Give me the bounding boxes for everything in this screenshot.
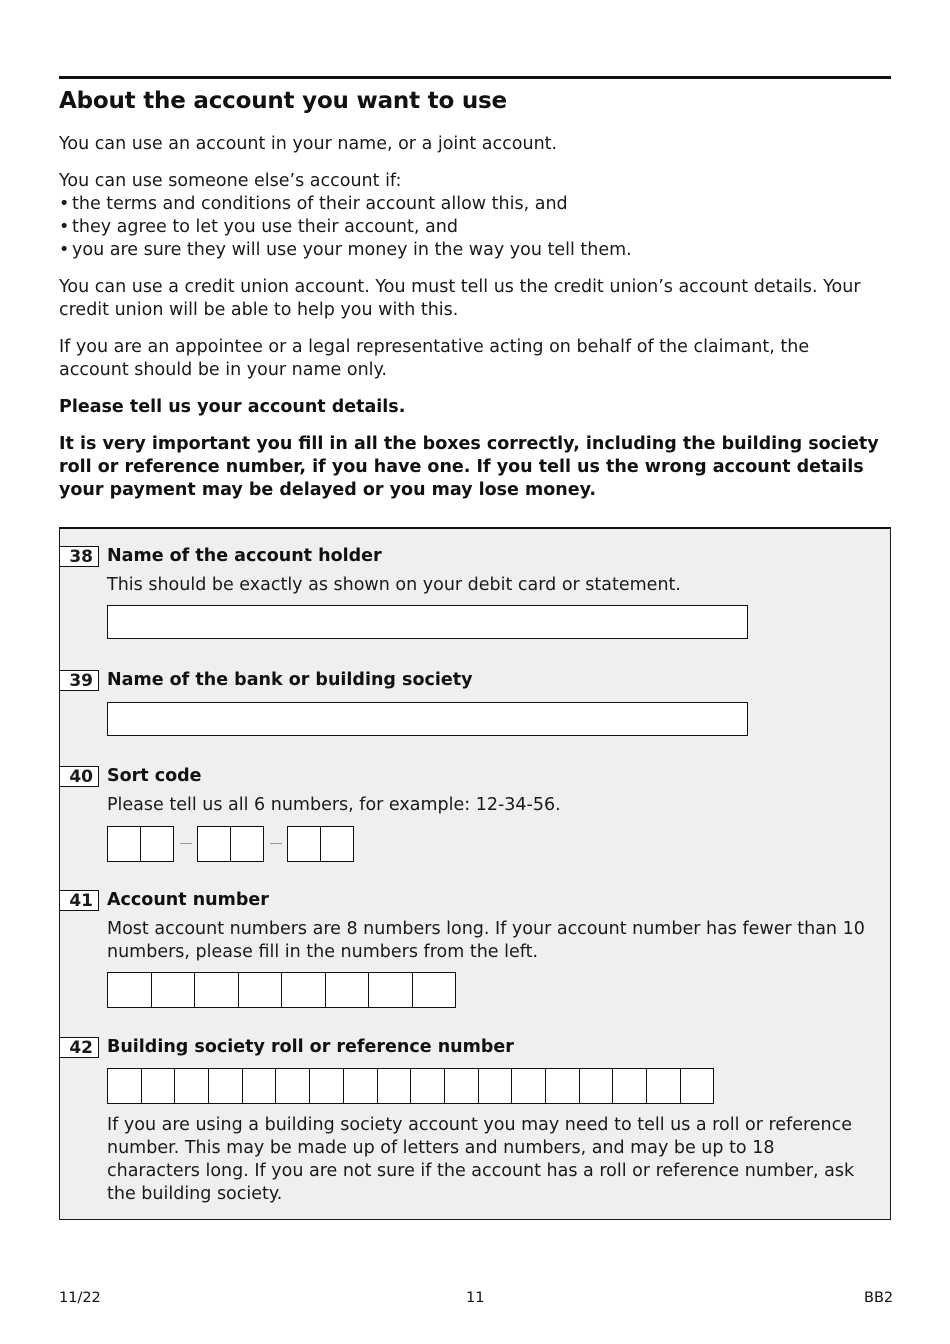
intro-paragraph: You can use someone else’s account if: (59, 171, 402, 191)
account-number-digit[interactable] (107, 972, 152, 1008)
account-holder-name-input[interactable] (107, 605, 748, 639)
roll-number-char[interactable] (343, 1068, 378, 1104)
roll-number-field (107, 1068, 714, 1104)
footer-page-number: 11 (466, 1290, 485, 1306)
roll-number-char[interactable] (275, 1068, 310, 1104)
question-help-38: This should be exactly as shown on your debit card or statement. (107, 575, 681, 595)
roll-number-char[interactable] (410, 1068, 445, 1104)
account-number-digit[interactable] (412, 972, 457, 1008)
question-help-40: Please tell us all 6 numbers, for example: 12-34-56. (107, 795, 561, 815)
sort-code-field (107, 826, 354, 862)
account-number-digit[interactable] (325, 972, 370, 1008)
roll-number-char[interactable] (309, 1068, 344, 1104)
page-title: About the account you want to use (59, 88, 507, 114)
intro-text (59, 133, 879, 516)
intro-paragraph: You can use an account in your name, or a joint account. (59, 134, 558, 154)
question-number-42: 42 (60, 1037, 99, 1058)
dash-separator (174, 826, 198, 862)
account-number-digit[interactable] (151, 972, 196, 1008)
sort-code-digit[interactable] (320, 826, 354, 862)
dash-separator (264, 826, 288, 862)
roll-number-char[interactable] (545, 1068, 580, 1104)
warning-text: It is very important you fill in all the boxes correctly, including the building society roll or reference number, if you have one. If you tell us the wrong account details your payment may be delayed or you may lose money. (59, 434, 879, 500)
question-label-40: Sort code (107, 766, 202, 786)
intro-paragraph: You can use a credit union account. You must tell us the credit union’s account details. Your credit union will be able to help you with this. (59, 277, 861, 320)
roll-number-char[interactable] (680, 1068, 715, 1104)
roll-number-char[interactable] (511, 1068, 546, 1104)
question-number-39: 39 (60, 670, 99, 691)
footer-date: 11/22 (59, 1290, 101, 1306)
account-details-panel (59, 527, 891, 1220)
sort-code-digit[interactable] (230, 826, 264, 862)
account-number-digit[interactable] (368, 972, 413, 1008)
roll-number-char[interactable] (444, 1068, 479, 1104)
question-help-42: If you are using a building society account you may need to tell us a roll or reference number. This may be made up of letters and numbers, and may be up to 18 characters long. If you are not sure if the account has a roll or reference number, ask the building society. (107, 1115, 855, 1204)
question-label-42: Building society roll or reference number (107, 1037, 514, 1057)
roll-number-char[interactable] (141, 1068, 176, 1104)
roll-number-char[interactable] (242, 1068, 277, 1104)
question-number-41: 41 (60, 890, 99, 911)
roll-number-char[interactable] (612, 1068, 647, 1104)
question-help-41: Most account numbers are 8 numbers long. If your account number has fewer than 10 numbers, please fill in the numbers from the left. (107, 919, 865, 962)
roll-number-char[interactable] (478, 1068, 513, 1104)
roll-number-char[interactable] (107, 1068, 142, 1104)
intro-paragraph: If you are an appointee or a legal representative acting on behalf of the claimant, the account should be in your name only. (59, 337, 810, 380)
account-number-digit[interactable] (194, 972, 239, 1008)
account-number-digit[interactable] (238, 972, 283, 1008)
question-number-38: 38 (60, 546, 99, 567)
footer-form-code: BB2 (864, 1290, 894, 1306)
bank-name-input[interactable] (107, 702, 748, 736)
question-label-41: Account number (107, 890, 269, 910)
list-item: • they agree to let you use their account, and (59, 216, 879, 239)
roll-number-char[interactable] (646, 1068, 681, 1104)
account-number-field (107, 972, 456, 1008)
question-number-40: 40 (60, 766, 99, 787)
top-rule (59, 76, 891, 79)
roll-number-char[interactable] (208, 1068, 243, 1104)
instruction-text: Please tell us your account details. (59, 397, 406, 417)
list-item: • the terms and conditions of their account allow this, and (59, 193, 879, 216)
list-item: • you are sure they will use your money in the way you tell them. (59, 239, 879, 262)
question-label-38: Name of the account holder (107, 546, 382, 566)
conditions-list (59, 193, 879, 262)
sort-code-digit[interactable] (107, 826, 141, 862)
sort-code-digit[interactable] (197, 826, 231, 862)
question-label-39: Name of the bank or building society (107, 670, 473, 690)
roll-number-char[interactable] (174, 1068, 209, 1104)
sort-code-digit[interactable] (140, 826, 174, 862)
sort-code-digit[interactable] (287, 826, 321, 862)
account-number-digit[interactable] (281, 972, 326, 1008)
roll-number-char[interactable] (579, 1068, 614, 1104)
roll-number-char[interactable] (377, 1068, 412, 1104)
